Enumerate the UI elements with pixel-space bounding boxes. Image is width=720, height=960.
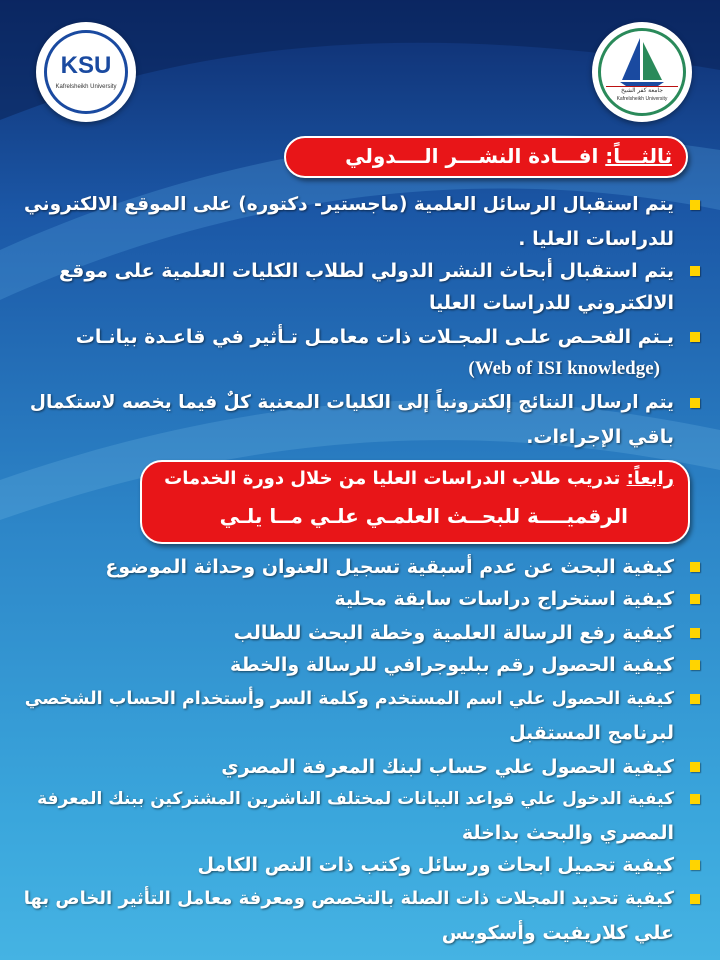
kafrelsheikh-logo-name: جامعة كفر الشيخ bbox=[606, 86, 678, 94]
section-4-title-line2: الرقميــــة للبحــث العلمـي علـي مــا يلـي bbox=[219, 504, 628, 528]
list-item bbox=[18, 254, 704, 288]
list-item-text: المصري والبحث بداخلة bbox=[461, 822, 674, 844]
section-3-heading bbox=[345, 144, 672, 168]
section-4-banner bbox=[140, 460, 690, 544]
bullet-icon bbox=[690, 200, 700, 210]
list-item-continuation bbox=[18, 222, 704, 256]
ksu-logo bbox=[36, 22, 136, 122]
kafrelsheikh-logo-subtitle: Kafrelsheikh University bbox=[616, 96, 668, 102]
list-item bbox=[18, 550, 704, 584]
list-item-continuation bbox=[18, 816, 704, 850]
section-3-banner bbox=[284, 136, 688, 178]
list-item-continuation bbox=[18, 916, 704, 950]
bullet-icon bbox=[690, 694, 700, 704]
list-item bbox=[18, 648, 704, 682]
list-item-text: يتم استقبال الرسائل العلمية (ماجستير- دكتوره) على الموقع الالكتروني bbox=[23, 194, 674, 215]
list-item bbox=[18, 882, 704, 916]
bullet-icon bbox=[690, 860, 700, 870]
list-item-text: كيفية الدخول علي قواعد البيانات لمختلف الناشرين المشتركين ببنك المعرفة bbox=[37, 789, 674, 809]
ksu-logo-subtitle: Kafrelsheikh University bbox=[55, 84, 117, 90]
list-item-text: للدراسات العليا . bbox=[518, 228, 674, 250]
list-item bbox=[18, 782, 704, 816]
list-item-continuation bbox=[18, 716, 704, 750]
section-4-title-line1: تدريب طلاب الدراسات العليا من خلال دورة الخدمات bbox=[164, 468, 627, 489]
section-4-heading bbox=[164, 468, 674, 489]
list-item bbox=[18, 582, 704, 616]
list-item-text: كيفية الحصول علي حساب لبنك المعرفة المصري bbox=[221, 756, 674, 778]
list-item-text: كيفية رفع الرسالة العلمية وخطة البحث للطالب bbox=[233, 622, 674, 644]
section-4-lead: رابعاً: bbox=[626, 468, 674, 489]
list-item bbox=[18, 750, 704, 784]
list-item bbox=[18, 386, 704, 420]
bullet-icon bbox=[690, 794, 700, 804]
bullet-icon bbox=[690, 762, 700, 772]
bullet-icon bbox=[690, 628, 700, 638]
bullet-icon bbox=[690, 594, 700, 604]
list-item-text: باقي الإجراءات. bbox=[526, 426, 674, 448]
list-item-text: يتم ارسال النتائج إلكترونياً إلى الكليات المعنية كلٌ فيما يخصه لاستكمال bbox=[29, 392, 674, 413]
list-item-text: كيفية تحميل ابحاث ورسائل وكتب ذات النص الكامل bbox=[197, 854, 674, 876]
list-item-text: كيفية الحصول رقم ببليوجرافي للرسالة والخطة bbox=[230, 654, 674, 676]
kafrelsheikh-logo bbox=[592, 22, 692, 122]
ksu-logo-text: KSU bbox=[60, 52, 112, 79]
list-item-text: كيفية الحصول علي اسم المستخدم وكلمة السر وأستخدام الحساب الشخصي bbox=[24, 689, 674, 709]
list-item-continuation bbox=[18, 420, 704, 454]
list-item bbox=[18, 848, 704, 882]
bullet-icon bbox=[690, 660, 700, 670]
sail-icon bbox=[618, 36, 666, 86]
list-item-continuation bbox=[18, 286, 704, 320]
list-item-text: كيفية البحث عن عدم أسبقية تسجيل العنوان وحداثة الموضوع bbox=[105, 556, 674, 578]
list-item bbox=[18, 188, 704, 222]
list-item-text: لبرنامج المستقبل bbox=[509, 722, 674, 744]
list-item-text: الالكتروني للدراسات العليا bbox=[428, 292, 674, 314]
list-item-text: يتم استقبال أبحاث النشر الدولي لطلاب الكليات العلمية على موقع bbox=[58, 260, 674, 282]
bullet-icon bbox=[690, 562, 700, 572]
list-item-text: علي كلاريفيت وأسكوبس bbox=[441, 922, 674, 944]
bullet-icon bbox=[690, 266, 700, 276]
bullet-icon bbox=[690, 398, 700, 408]
list-item-text: كيفية استخراج دراسات سابقة محلية bbox=[334, 588, 674, 610]
section-3-lead: ثالثـــاً: bbox=[605, 144, 672, 168]
list-item bbox=[18, 682, 704, 716]
bullet-icon bbox=[690, 894, 700, 904]
database-name: (Web of ISI knowledge) bbox=[468, 358, 660, 379]
list-item-continuation bbox=[18, 352, 704, 386]
list-item bbox=[18, 616, 704, 650]
list-item bbox=[18, 320, 704, 354]
list-item-text: كيفية تحديد المجلات ذات الصلة بالتخصص ومعرفة معامل التأثير الخاص بها bbox=[23, 888, 674, 909]
section-3-title: افـــادة النشـــر الــــدولي bbox=[345, 144, 606, 168]
bullet-icon bbox=[690, 332, 700, 342]
list-item-text: يـتم الفحـص علـى المجـلات ذات معامـل تـأثير في قاعـدة بيانـات bbox=[75, 326, 674, 348]
